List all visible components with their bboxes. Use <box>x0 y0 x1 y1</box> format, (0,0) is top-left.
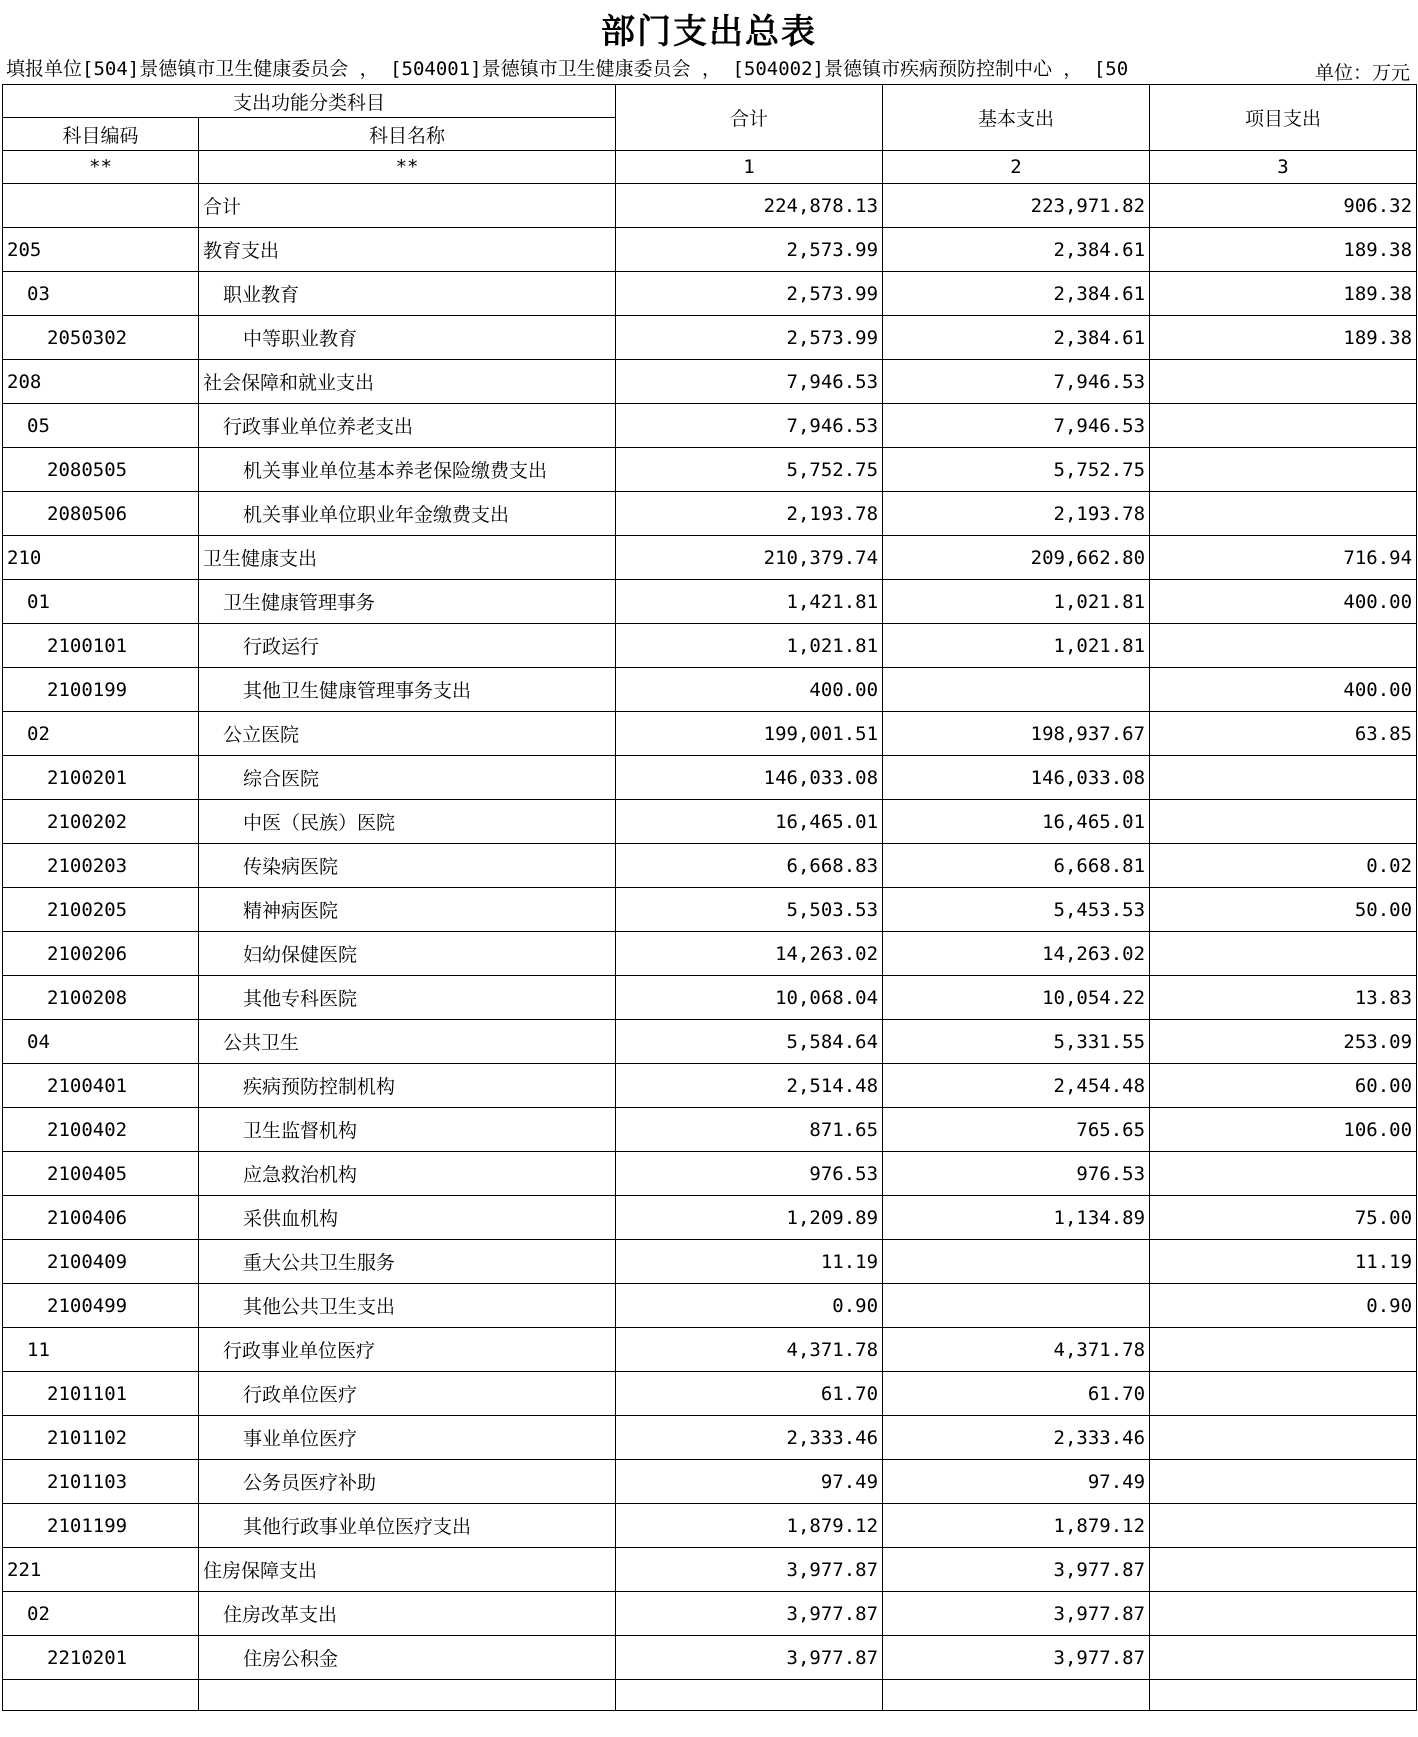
row-code: 2101101 <box>3 1372 199 1416</box>
table-row <box>3 492 1417 536</box>
row-name: 机关事业单位职业年金缴费支出 <box>199 492 616 536</box>
row-name: 行政运行 <box>199 624 616 668</box>
row-project <box>1150 1152 1417 1196</box>
table-row <box>3 316 1417 360</box>
row-code <box>3 184 199 228</box>
row-basic: 2,384.61 <box>883 228 1150 272</box>
table-row <box>3 1108 1417 1152</box>
table-row <box>3 1504 1417 1548</box>
row-basic: 7,946.53 <box>883 360 1150 404</box>
row-project <box>1150 492 1417 536</box>
row-code: 2100205 <box>3 888 199 932</box>
header-basic: 基本支出 <box>883 85 1150 151</box>
header-code-index: ** <box>3 151 199 184</box>
row-code: 2100199 <box>3 668 199 712</box>
row-name: 卫生健康支出 <box>199 536 616 580</box>
table-body <box>3 184 1417 1711</box>
row-basic: 5,752.75 <box>883 448 1150 492</box>
row-total: 7,946.53 <box>616 360 883 404</box>
table-row <box>3 1020 1417 1064</box>
row-name: 中医（民族）医院 <box>199 800 616 844</box>
row-code: 2101102 <box>3 1416 199 1460</box>
row-total: 1,209.89 <box>616 1196 883 1240</box>
row-name: 社会保障和就业支出 <box>199 360 616 404</box>
row-code: 03 <box>3 272 199 316</box>
row-basic: 209,662.80 <box>883 536 1150 580</box>
row-code <box>3 1680 199 1711</box>
row-basic: 4,371.78 <box>883 1328 1150 1372</box>
row-total: 2,573.99 <box>616 316 883 360</box>
row-name: 教育支出 <box>199 228 616 272</box>
row-code: 05 <box>3 404 199 448</box>
row-basic: 765.65 <box>883 1108 1150 1152</box>
row-basic <box>883 1240 1150 1284</box>
row-total: 6,668.83 <box>616 844 883 888</box>
row-name: 重大公共卫生服务 <box>199 1240 616 1284</box>
row-basic: 61.70 <box>883 1372 1150 1416</box>
table-row <box>3 404 1417 448</box>
row-basic: 2,384.61 <box>883 272 1150 316</box>
row-total: 224,878.13 <box>616 184 883 228</box>
row-basic: 16,465.01 <box>883 800 1150 844</box>
row-name: 妇幼保健医院 <box>199 932 616 976</box>
table-row <box>3 1592 1417 1636</box>
page-title: 部门支出总表 <box>601 12 817 52</box>
row-total: 1,421.81 <box>616 580 883 624</box>
row-project <box>1150 800 1417 844</box>
row-project: 60.00 <box>1150 1064 1417 1108</box>
row-project: 189.38 <box>1150 228 1417 272</box>
row-project <box>1150 1328 1417 1372</box>
row-total: 14,263.02 <box>616 932 883 976</box>
row-total <box>616 1680 883 1711</box>
table-row <box>3 580 1417 624</box>
row-project <box>1150 404 1417 448</box>
row-code: 210 <box>3 536 199 580</box>
table-row <box>3 844 1417 888</box>
row-total: 61.70 <box>616 1372 883 1416</box>
row-code: 04 <box>3 1020 199 1064</box>
table-row <box>3 756 1417 800</box>
expenditure-table <box>2 84 1417 1711</box>
table-row <box>3 712 1417 756</box>
row-code: 2100203 <box>3 844 199 888</box>
row-total: 2,514.48 <box>616 1064 883 1108</box>
row-code: 2080506 <box>3 492 199 536</box>
row-project <box>1150 932 1417 976</box>
table-row <box>3 668 1417 712</box>
row-name: 住房公积金 <box>199 1636 616 1680</box>
header-total: 合计 <box>616 85 883 151</box>
row-name: 应急救治机构 <box>199 1152 616 1196</box>
row-basic: 2,454.48 <box>883 1064 1150 1108</box>
row-project: 50.00 <box>1150 888 1417 932</box>
row-basic: 1,021.81 <box>883 624 1150 668</box>
row-code: 2100201 <box>3 756 199 800</box>
row-project <box>1150 448 1417 492</box>
row-total: 199,001.51 <box>616 712 883 756</box>
row-name: 机关事业单位基本养老保险缴费支出 <box>199 448 616 492</box>
row-project: 189.38 <box>1150 272 1417 316</box>
row-total: 10,068.04 <box>616 976 883 1020</box>
header-name: 科目名称 <box>199 118 616 151</box>
row-total: 97.49 <box>616 1460 883 1504</box>
row-basic: 1,134.89 <box>883 1196 1150 1240</box>
row-project: 11.19 <box>1150 1240 1417 1284</box>
reporting-unit: 填报单位[504]景德镇市卫生健康委员会 ， [504001]景德镇市卫生健康委员会 ， [504002]景德镇市疾病预防控制中心 ， [50 <box>6 58 1129 80</box>
row-project <box>1150 1592 1417 1636</box>
table-row <box>3 1372 1417 1416</box>
row-total: 1,879.12 <box>616 1504 883 1548</box>
row-project <box>1150 360 1417 404</box>
table-row <box>3 1416 1417 1460</box>
row-project <box>1150 1548 1417 1592</box>
table-row <box>3 1284 1417 1328</box>
table-row <box>3 888 1417 932</box>
row-basic: 1,021.81 <box>883 580 1150 624</box>
row-project <box>1150 1372 1417 1416</box>
row-project: 63.85 <box>1150 712 1417 756</box>
row-name: 卫生监督机构 <box>199 1108 616 1152</box>
row-total: 1,021.81 <box>616 624 883 668</box>
row-basic: 6,668.81 <box>883 844 1150 888</box>
row-code: 2100208 <box>3 976 199 1020</box>
row-name: 行政单位医疗 <box>199 1372 616 1416</box>
row-name: 疾病预防控制机构 <box>199 1064 616 1108</box>
row-code: 2100406 <box>3 1196 199 1240</box>
row-total: 7,946.53 <box>616 404 883 448</box>
row-code: 01 <box>3 580 199 624</box>
row-basic: 2,384.61 <box>883 316 1150 360</box>
row-name: 行政事业单位养老支出 <box>199 404 616 448</box>
table-row <box>3 184 1417 228</box>
row-name: 公务员医疗补助 <box>199 1460 616 1504</box>
row-code: 2080505 <box>3 448 199 492</box>
table-row <box>3 1196 1417 1240</box>
header-project-index: 3 <box>1150 151 1417 184</box>
row-name <box>199 1680 616 1711</box>
row-name: 合计 <box>199 184 616 228</box>
table-row <box>3 272 1417 316</box>
row-project: 400.00 <box>1150 668 1417 712</box>
row-name: 卫生健康管理事务 <box>199 580 616 624</box>
row-code: 221 <box>3 1548 199 1592</box>
currency-unit: 单位：万元 <box>1314 62 1410 84</box>
row-total: 5,503.53 <box>616 888 883 932</box>
row-total: 210,379.74 <box>616 536 883 580</box>
row-project <box>1150 624 1417 668</box>
row-name: 职业教育 <box>199 272 616 316</box>
row-code: 2101103 <box>3 1460 199 1504</box>
row-code: 2100499 <box>3 1284 199 1328</box>
row-code: 205 <box>3 228 199 272</box>
row-total: 16,465.01 <box>616 800 883 844</box>
row-basic <box>883 1680 1150 1711</box>
table-row <box>3 624 1417 668</box>
row-basic: 1,879.12 <box>883 1504 1150 1548</box>
row-project: 906.32 <box>1150 184 1417 228</box>
row-project: 716.94 <box>1150 536 1417 580</box>
row-name: 其他行政事业单位医疗支出 <box>199 1504 616 1548</box>
row-code: 2100405 <box>3 1152 199 1196</box>
row-name: 公立医院 <box>199 712 616 756</box>
header-basic-index: 2 <box>883 151 1150 184</box>
row-project <box>1150 1680 1417 1711</box>
row-total: 2,193.78 <box>616 492 883 536</box>
table-row <box>3 1636 1417 1680</box>
row-name: 传染病医院 <box>199 844 616 888</box>
row-name: 其他专科医院 <box>199 976 616 1020</box>
table-row <box>3 1328 1417 1372</box>
header-code: 科目编码 <box>3 118 199 151</box>
table-row <box>3 1064 1417 1108</box>
table-row <box>3 976 1417 1020</box>
row-project: 253.09 <box>1150 1020 1417 1064</box>
row-total: 3,977.87 <box>616 1548 883 1592</box>
row-basic: 3,977.87 <box>883 1592 1150 1636</box>
row-code: 02 <box>3 712 199 756</box>
row-code: 2100206 <box>3 932 199 976</box>
row-basic: 976.53 <box>883 1152 1150 1196</box>
row-basic <box>883 668 1150 712</box>
row-code: 208 <box>3 360 199 404</box>
table-row <box>3 1152 1417 1196</box>
row-project <box>1150 1636 1417 1680</box>
row-name: 行政事业单位医疗 <box>199 1328 616 1372</box>
row-code: 2210201 <box>3 1636 199 1680</box>
row-name: 其他卫生健康管理事务支出 <box>199 668 616 712</box>
table-row <box>3 1460 1417 1504</box>
row-basic: 97.49 <box>883 1460 1150 1504</box>
row-total: 976.53 <box>616 1152 883 1196</box>
row-basic: 198,937.67 <box>883 712 1150 756</box>
row-name: 事业单位医疗 <box>199 1416 616 1460</box>
row-project <box>1150 1460 1417 1504</box>
row-basic: 146,033.08 <box>883 756 1150 800</box>
row-name: 住房改革支出 <box>199 1592 616 1636</box>
row-project <box>1150 1416 1417 1460</box>
row-code: 2100101 <box>3 624 199 668</box>
row-total: 871.65 <box>616 1108 883 1152</box>
row-code: 2100402 <box>3 1108 199 1152</box>
row-basic: 2,193.78 <box>883 492 1150 536</box>
table-row <box>3 360 1417 404</box>
row-basic: 5,453.53 <box>883 888 1150 932</box>
row-project: 400.00 <box>1150 580 1417 624</box>
row-basic: 3,977.87 <box>883 1548 1150 1592</box>
row-name: 精神病医院 <box>199 888 616 932</box>
row-code: 11 <box>3 1328 199 1372</box>
row-total: 400.00 <box>616 668 883 712</box>
table-row <box>3 800 1417 844</box>
row-code: 2050302 <box>3 316 199 360</box>
row-basic: 3,977.87 <box>883 1636 1150 1680</box>
table-row <box>3 932 1417 976</box>
row-total: 5,752.75 <box>616 448 883 492</box>
row-name: 采供血机构 <box>199 1196 616 1240</box>
row-code: 02 <box>3 1592 199 1636</box>
table-row <box>3 1680 1417 1711</box>
table-row <box>3 228 1417 272</box>
row-code: 2100401 <box>3 1064 199 1108</box>
row-code: 2100202 <box>3 800 199 844</box>
row-project: 106.00 <box>1150 1108 1417 1152</box>
row-total: 0.90 <box>616 1284 883 1328</box>
row-total: 2,573.99 <box>616 228 883 272</box>
row-project: 189.38 <box>1150 316 1417 360</box>
row-name: 综合医院 <box>199 756 616 800</box>
table-row <box>3 536 1417 580</box>
row-total: 146,033.08 <box>616 756 883 800</box>
header-function-group: 支出功能分类科目 <box>3 85 616 118</box>
header-project: 项目支出 <box>1150 85 1417 151</box>
row-name: 中等职业教育 <box>199 316 616 360</box>
row-basic: 5,331.55 <box>883 1020 1150 1064</box>
row-code: 2101199 <box>3 1504 199 1548</box>
row-name: 公共卫生 <box>199 1020 616 1064</box>
row-total: 11.19 <box>616 1240 883 1284</box>
row-project <box>1150 756 1417 800</box>
row-total: 3,977.87 <box>616 1592 883 1636</box>
row-project <box>1150 1504 1417 1548</box>
row-name: 住房保障支出 <box>199 1548 616 1592</box>
row-total: 4,371.78 <box>616 1328 883 1372</box>
row-total: 2,333.46 <box>616 1416 883 1460</box>
row-total: 2,573.99 <box>616 272 883 316</box>
row-code: 2100409 <box>3 1240 199 1284</box>
table-row <box>3 448 1417 492</box>
table-row <box>3 1240 1417 1284</box>
header-name-index: ** <box>199 151 616 184</box>
row-basic: 2,333.46 <box>883 1416 1150 1460</box>
row-project: 75.00 <box>1150 1196 1417 1240</box>
row-total: 3,977.87 <box>616 1636 883 1680</box>
row-total: 5,584.64 <box>616 1020 883 1064</box>
row-basic: 14,263.02 <box>883 932 1150 976</box>
row-basic: 223,971.82 <box>883 184 1150 228</box>
table-row <box>3 1548 1417 1592</box>
header-total-index: 1 <box>616 151 883 184</box>
row-project: 0.02 <box>1150 844 1417 888</box>
row-name: 其他公共卫生支出 <box>199 1284 616 1328</box>
row-project: 13.83 <box>1150 976 1417 1020</box>
row-basic: 7,946.53 <box>883 404 1150 448</box>
row-project: 0.90 <box>1150 1284 1417 1328</box>
row-basic <box>883 1284 1150 1328</box>
row-basic: 10,054.22 <box>883 976 1150 1020</box>
